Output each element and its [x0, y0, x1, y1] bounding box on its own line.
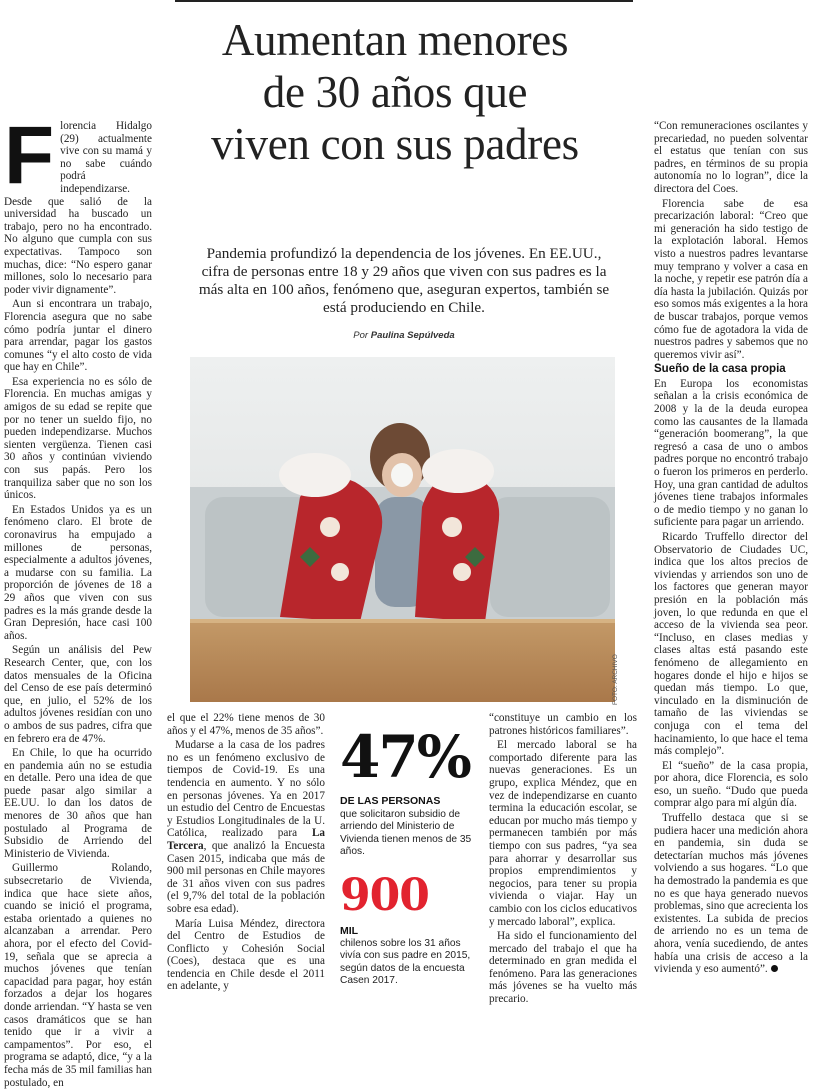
article-column-3 [489, 712, 637, 1008]
paragraph: “Con remuneraciones oscilantes y precariedad, no pueden solventar el estatus que tenían con sus padres, en términos de su propia autonomía no lo logran”, dice la directora del Coes. [654, 120, 808, 195]
byline-author: Paulina Sepúlveda [370, 330, 455, 341]
drop-cap: F [4, 110, 55, 201]
paragraph: “constituye un cambio en los patrones históricos familiares”. [489, 712, 637, 737]
paragraph: En Europa los economistas señalan a la crisis económica de 2008 y la de la deuda europea como las causantes de la llamada “generación boomerang”, la que regresó a casa de uno o ambos padres porque no encontró trabajo o fueron los primeros en perderlo. Hoy, una gran cantidad de adultos jóvenes tiene trabajos informales o de medio tiempo y no ganan lo suficiente para pagar un arriendo. [654, 377, 808, 529]
article-column-4 [654, 120, 808, 978]
paragraph: Aun si encontrara un trabajo, Florencia asegura que no sabe cómo podría juntar el dinero para arrendar, pagar los gastos comunes “y el alto costo de vida que hay en Chile”. [4, 298, 152, 374]
headline [150, 14, 640, 170]
paragraph: Truffello destaca que si se pudiera hacer una medición ahora en pandemia, sin duda se detectarían muchos más jóvenes volviendo a sus hogares. “Lo que ha demostrado la pandemia es que no es que haya generado nuevos problemas, sino que acrecienta los existentes. La subida de precios de arriendo no es un tema de ahora, venía sucediendo, de antes había una crisis de acceso a la vivienda y eso aumentó”. [654, 812, 808, 976]
paragraph: En Chile, lo que ha ocurrido en pandemia aún no se estudia en detalle. Pero una idea de que puede pasar algo similar a EE.UU. lo dan los datos de menores de 30 años que han postulado al Programa de Subsidio de Arriendo del Ministerio de Vivienda. [4, 747, 152, 860]
paragraph: El mercado laboral se ha comportado diferente para las nuevas generaciones. Es un grupo, explica Méndez, que en vez de independizarse en cuanto termina la educación escolar, se educan por mucho más tiempo y permanecen también por más tiempo con sus padres, “ya sea para ahorrar y desarrollar sus propios emprendimientos y negocios, para tener su propia vivienda o viajar. Hay un cambio con los ciclos educativos y mercado laboral”, explica. [489, 739, 637, 928]
top-rule [175, 0, 633, 2]
photo-credit: FOTO: ARCHIVO [612, 654, 619, 705]
headline-line-3: viven con sus padres [211, 119, 579, 169]
paragraph: Guillermo Rolando, subsecretario de Vivienda, indica que hace siete años, cuando se inició el programa, estaba orientado a quienes no alcanzaban a arrendar. Pero ahora, por el efecto del Covid-19, señala que se aprecia a muchos jóvenes que tenían capacidad para pagar, hoy están forzados a dejar los hogares donde arriendan. “Y hasta se ven casos dramáticos que se han tenido que ir a vivir a campamentos”. Por eso, el programa se adaptó, dice, “y a la fecha más de 35 mil familias han postulado, en [4, 862, 152, 1089]
newspaper-name: La Tercera [167, 827, 325, 852]
paragraph: el que el 22% tiene menos de 30 años y el 47%, menos de 35 años”. [167, 712, 325, 737]
stat-47-label: DE LAS PERSONAS [340, 795, 441, 807]
article-photo [190, 357, 615, 702]
lede: Pandemia profundizó la dependencia de los jóvenes. En EE.UU., cifra de personas entre 18 y 29 años que viven con sus padres es la más alta en 100 años, fenómeno que, aseguran expertos, también se está produciendo en Chile. [198, 245, 610, 316]
paragraph: Ha sido el funcionamiento del mercado del trabajo el que ha determinado en gran medida el fenómeno. Para las generaciones más jóvenes se ha vuelto más precario. [489, 930, 637, 1006]
paragraph: El “sueño” de la casa propia, por ahora, dice Florencia, es solo eso, un sueño. “Dudo que pueda comprar algo para mí algún día. [654, 759, 808, 810]
paragraph: Ricardo Truffello director del Observatorio de Ciudades UC, indica que los altos precios de viviendas y arriendos son uno de los factores que generan mayor presión en la población más joven, lo que redunda en que el acceso de la vivienda sea peor. “Incluso, en clases medias y clases altas está pasando este fenómeno de allegamiento en hogares donde el hijo e hijos se quedan más tiempo. Lo que, vinculado en la disminución de tamaño de las viviendas se conjuga con el tema del hacinamiento, lo que hace el tema más complejo”. [654, 531, 808, 758]
paragraph: Esa experiencia no es sólo de Florencia. En muchas amigas y amigos de su edad se repite que por no tener un sueldo fijo, no pueden independizarse. Muchos sienten vergüenza. Tienen casi 30 años y continúan viviendo con sus papás. Pero los tranquiliza saber que no son los únicos. [4, 375, 152, 502]
paragraph: lorencia Hidalgo (29) actualmente vive con su mamá y no sabe cuándo podrá independizarse. Desde que salió de la universidad ha buscado un trabajo, pero no ha encontrado. No alguno que cumpla con sus expectativas. Tampoco son muchas, dice: “No espero ganar millones, solo lo necesario para poder vivir dignamente”. [4, 120, 152, 296]
right-sock [415, 449, 499, 622]
article-column-1 [4, 110, 152, 1091]
byline: Por Paulina Sepúlveda [353, 330, 455, 341]
subheading: Sueño de la casa propia [654, 363, 786, 376]
article-column-2 [167, 712, 325, 995]
paragraph: En Estados Unidos ya es un fenómeno claro. El brote de coronavirus ha empujado a millones de personas, especialmente a adultos jóvenes, a mudarse con su familia. La proporción de jóvenes de 18 a 29 años que viven con sus padres es la más grande desde la Gran Depresión, hace casi 100 años. [4, 503, 152, 642]
paragraph: Mudarse a la casa de los padres no es un fenómeno exclusivo de tiempos de Covid-19. Es una tendencia en aumento. Y no sólo en personas jóvenes. Ya en 2017 un estudio del Centro de Encuestas y Estudios Longitudinales de la U. Católica, realizado para La Tercera, que analizó la Encuesta Casen 2015, indicaba que más de 900 mil personas en Chile mayores de 31 años viven con sus padres (el 9,7% del total de la población sobre esa edad). [167, 739, 325, 915]
stat-900-value: 900 [340, 870, 429, 921]
end-mark-icon [771, 965, 778, 972]
stat-47-value: 47% [340, 723, 470, 791]
headline-line-1: Aumentan menores [221, 15, 569, 65]
headline-line-2: de 30 años que [262, 67, 528, 117]
stat-900-description: chilenos sobre los 31 años vivía con sus padre en 2015, según datos de la encuesta Casen 2017. [340, 938, 471, 987]
paragraph: María Luisa Méndez, directora del Centro de Estudios de Conflicto y Cohesión Social (Coes), destaca que es una tendencia en Chile desde el 2011 en adelante, y [167, 917, 325, 993]
paragraph: Según un análisis del Pew Research Center, que, con los datos mensuales de la Oficina del Censo de ese país determinó que, en julio, el 52% de los adultos jóvenes residían con uno o ambos de sus padres, cifra que en febrero era de 47%. [4, 644, 152, 745]
paragraph: Florencia sabe de esa precarización laboral: “Creo que mi generación ha sido testigo de la explotación laboral. Hemos visto a nuestros padres levantarse muy temprano y volver a casa en la noche, y repetir ese patrón día a día hasta la jubilación. Quizás por eso somos más exigentes a la hora de buscar trabajos, porque vemos cómo fue de agotadora la vida de nuestros padres y sabemos que no queremos vivir así”. [654, 197, 808, 361]
stat-47-description: que solicitaron subsidio de arriendo del Ministerio de Vivienda tienen menos de 35 años. [340, 809, 472, 858]
photo-illustration [190, 357, 615, 702]
stat-900-label: MIL [340, 925, 359, 937]
